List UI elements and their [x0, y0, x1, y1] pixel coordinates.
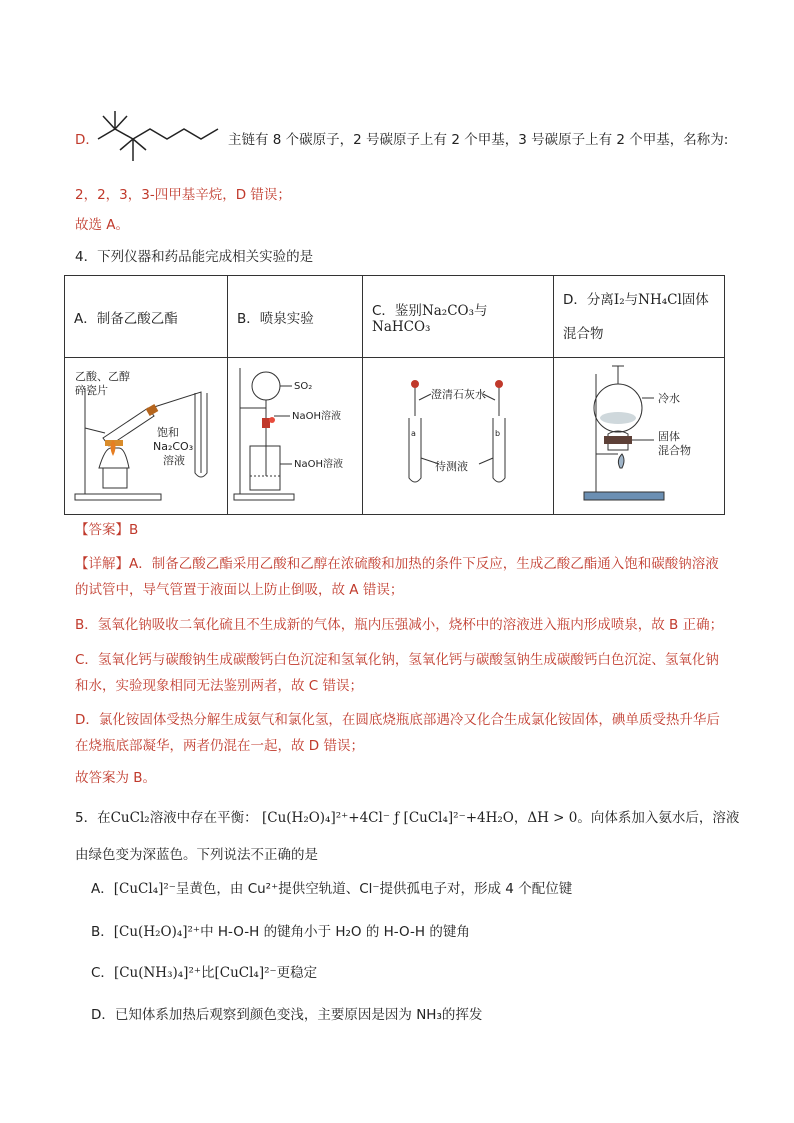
- q4-options-table: [64, 275, 725, 515]
- svg-text:b: b: [495, 429, 501, 438]
- figure-d-sublimation-apparatus: [554, 358, 725, 515]
- q5-option-a: A．[CuCl₄]²⁻呈黄色，由 Cu²⁺提供空轨道、Cl⁻提供孤电子对，形成 4 个配位键: [91, 881, 573, 897]
- q5-stem-line2: 由绿色变为深蓝色。下列说法不正确的是: [75, 847, 318, 863]
- skeletal-formula-tetramethyloctane: [93, 106, 227, 168]
- svg-text:溶液: 溶液: [163, 454, 185, 467]
- figure-c-test-tubes: [363, 358, 554, 515]
- svg-text:待测液: 待测液: [435, 460, 468, 473]
- q4-detail-d: D．氯化铵固体受热分解生成氨气和氯化氢，在圆底烧瓶底部遇冷又化合生成氯化铵固体，碘单质受热升华后在烧瓶底部凝华，两者仍混在一起，故 D 错误；: [75, 712, 720, 754]
- svg-text:固体: 固体: [658, 430, 680, 443]
- q4-answer: 【答案】B: [75, 522, 139, 538]
- q5-option-d: D．已知体系加热后观察到颜色变浅，主要原因是因为 NH₃的挥发: [91, 1007, 483, 1023]
- q4-detail-c: C．氢氧化钙与碳酸钠生成碳酸钙白色沉淀和氢氧化钠，氢氧化钙与碳酸氢钠生成碳酸钙白色沉淀、氢氧化钠和水，实验现象相同无法鉴别两者，故 C 错误；: [75, 652, 719, 694]
- q4-conclusion: 故答案为 B。: [75, 770, 157, 786]
- q3-conclusion: 故选 A。: [75, 217, 130, 233]
- q4-detail-a: 【详解】A．制备乙酸乙酯采用乙酸和乙醇在浓硫酸和加热的条件下反应，生成乙酸乙酯通入饱和碳酸钠溶液的试管中，导气管置于液面以上防止倒吸，故 A 错误；: [75, 556, 719, 598]
- q3-option-d-label: D．: [75, 132, 99, 148]
- svg-text:澄清石灰水: 澄清石灰水: [431, 388, 486, 401]
- svg-text:Na₂CO₃: Na₂CO₃: [153, 440, 194, 453]
- svg-text:SO₂: SO₂: [294, 381, 313, 392]
- svg-text:乙酸、乙醇: 乙酸、乙醇: [75, 370, 130, 383]
- q4-detail-b: B．氢氧化钠吸收二氧化硫且不生成新的气体，瓶内压强减小，烧杯中的溶液进入瓶内形成喷泉，故 B 正确；: [75, 617, 724, 633]
- q4-stem: 4．下列仪器和药品能完成相关实验的是: [75, 249, 314, 265]
- q3-option-d-text: 主链有 8 个碳原子，2 号碳原子上有 2 个甲基，3 号碳原子上有 2 个甲基，名称为:: [228, 132, 729, 148]
- q5-option-c: C．[Cu(NH₃)₄]²⁺比[CuCl₄]²⁻更稳定: [91, 965, 318, 981]
- q4-option-a: A．制备乙酸乙酯: [65, 276, 228, 358]
- figure-b-fountain-apparatus: [228, 358, 363, 515]
- svg-text:碎瓷片: 碎瓷片: [75, 384, 108, 397]
- q5-option-b: B．[Cu(H₂O)₄]²⁺中 H-O-H 的键角小于 H₂O 的 H-O-H 的键角: [91, 924, 470, 940]
- q4-option-d: D．分离I₂与NH₄Cl固体 混合物: [554, 276, 725, 358]
- q3-option-d-name: 2，2，3，3-四甲基辛烷，D 错误；: [75, 187, 291, 203]
- q4-option-c: C．鉴别Na₂CO₃与NaHCO₃: [363, 276, 554, 358]
- svg-text:饱和: 饱和: [157, 426, 179, 439]
- svg-text:冷水: 冷水: [658, 392, 680, 405]
- svg-text:混合物: 混合物: [658, 444, 691, 457]
- q5-stem: 5．在CuCl₂溶液中存在平衡： [Cu(H₂O)₄]²⁺+4Cl⁻ ƒ [CuCl₄]²⁻+4H₂O，ΔH > 0。向体系加入氨水后，溶液: [75, 810, 740, 826]
- svg-text:a: a: [411, 429, 416, 438]
- svg-text:NaOH溶液: NaOH溶液: [292, 411, 341, 422]
- figure-a-ester-apparatus: [65, 358, 228, 515]
- q4-option-b: B．喷泉实验: [228, 276, 363, 358]
- svg-text:NaOH溶液: NaOH溶液: [294, 459, 343, 470]
